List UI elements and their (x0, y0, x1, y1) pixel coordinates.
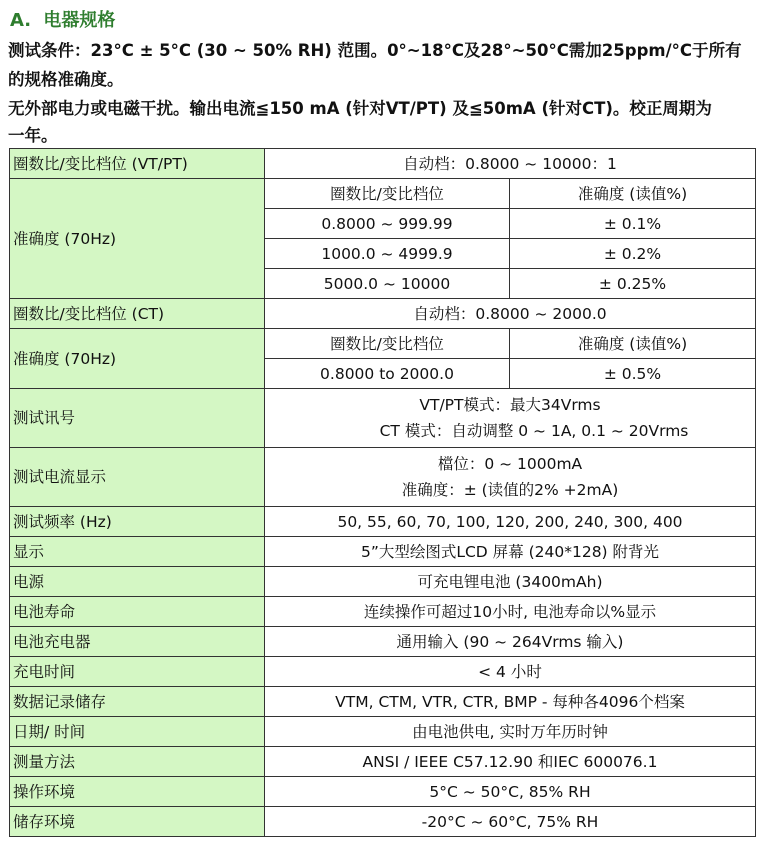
row-value: 5”大型绘图式LCD 屏幕 (240*128) 附背光 (265, 537, 756, 567)
table-row-ct-acc-header (10, 329, 756, 359)
table-row (10, 657, 756, 687)
table-row-vtpt-acc-header (10, 179, 756, 209)
value-line: CT 模式：自动调整 0 ~ 1A, 0.1 ~ 20Vrms (379, 422, 689, 440)
table-row (10, 627, 756, 657)
range-cell: 0.8000 ~ 999.99 (265, 209, 510, 239)
row-value (265, 389, 756, 448)
table-row (10, 507, 756, 537)
row-value: 通用输入 (90 ~ 264Vrms 输入) (265, 627, 756, 657)
row-label: 测试电流显示 (10, 448, 265, 507)
col-header-accuracy: 准确度 (读值%) (510, 329, 756, 359)
table-row (10, 807, 756, 837)
table-row-ct-range (10, 299, 756, 329)
range-cell: 5000.0 ~ 10000 (265, 269, 510, 299)
row-label: 准确度 (70Hz) (10, 179, 265, 299)
col-header-range: 圈数比/变比档位 (265, 179, 510, 209)
value-line: VT/PT模式：最大34Vrms (419, 396, 601, 414)
value-line: 准确度：± (读值的2% +2mA) (401, 481, 619, 499)
table-row (10, 687, 756, 717)
row-label: 准确度 (70Hz) (10, 329, 265, 389)
row-label: 圈数比/变比档位 (CT) (10, 299, 265, 329)
row-label: 储存环境 (10, 807, 265, 837)
col-header-accuracy: 准确度 (读值%) (510, 179, 756, 209)
intro-line-2: 的规格准确度。 (8, 70, 124, 89)
row-label: 电池寿命 (10, 597, 265, 627)
row-label: 测试频率 (Hz) (10, 507, 265, 537)
row-value: 由电池供电, 实时万年历时钟 (265, 717, 756, 747)
range-cell: 1000.0 ~ 4999.9 (265, 239, 510, 269)
row-label: 测试讯号 (10, 389, 265, 448)
row-value: ANSI / IEEE C57.12.90 和IEC 600076.1 (265, 747, 756, 777)
section-number: A. (10, 10, 32, 31)
table-row (10, 747, 756, 777)
row-value: 自动档：0.8000 ~ 2000.0 (265, 299, 756, 329)
intro-line-1: 测试条件：23°C ± 5°C (30 ~ 50% RH) 范围。0°~18°C及28°~50°C需加25ppm/°C于所有 (8, 41, 742, 60)
row-label: 日期/ 时间 (10, 717, 265, 747)
accuracy-cell: ± 0.25% (510, 269, 756, 299)
row-value: -20°C ~ 60°C, 75% RH (265, 807, 756, 837)
col-header-range: 圈数比/变比档位 (265, 329, 510, 359)
row-value: 50, 55, 60, 70, 100, 120, 200, 240, 300, 400 (265, 507, 756, 537)
row-label: 充电时间 (10, 657, 265, 687)
table-row-vtpt-range (10, 149, 756, 179)
table-row (10, 717, 756, 747)
section-heading (10, 6, 115, 32)
section-title: 电器规格 (43, 10, 116, 31)
table-row-test-signal (10, 389, 756, 448)
intro-line-4: 一年。 (8, 126, 58, 145)
row-label: 电池充电器 (10, 627, 265, 657)
row-value: 可充电锂电池 (3400mAh) (265, 567, 756, 597)
row-value: VTM, CTM, VTR, CTR, BMP - 每种各4096个档案 (265, 687, 756, 717)
table-row (10, 537, 756, 567)
row-label: 数据记录储存 (10, 687, 265, 717)
row-value (265, 448, 756, 507)
table-row-test-current (10, 448, 756, 507)
row-label: 测量方法 (10, 747, 265, 777)
intro-line-3: 无外部电力或电磁干扰。输出电流≦150 mA (针对VT/PT) 及≦50mA (针对CT)。校正周期为 (8, 99, 712, 118)
row-value: < 4 小时 (265, 657, 756, 687)
accuracy-cell: ± 0.1% (510, 209, 756, 239)
range-cell: 0.8000 to 2000.0 (265, 359, 510, 389)
table-row (10, 597, 756, 627)
spec-table (9, 148, 756, 837)
row-value: 5°C ~ 50°C, 85% RH (265, 777, 756, 807)
row-value: 连续操作可超过10小时, 电池寿命以%显示 (265, 597, 756, 627)
table-row (10, 777, 756, 807)
table-row (10, 567, 756, 597)
row-label: 操作环境 (10, 777, 265, 807)
row-value: 自动档：0.8000 ~ 10000：1 (265, 149, 756, 179)
row-label: 圈数比/变比档位 (VT/PT) (10, 149, 265, 179)
accuracy-cell: ± 0.5% (510, 359, 756, 389)
row-label: 电源 (10, 567, 265, 597)
accuracy-cell: ± 0.2% (510, 239, 756, 269)
value-line: 檔位：0 ~ 1000mA (437, 455, 583, 473)
row-label: 显示 (10, 537, 265, 567)
